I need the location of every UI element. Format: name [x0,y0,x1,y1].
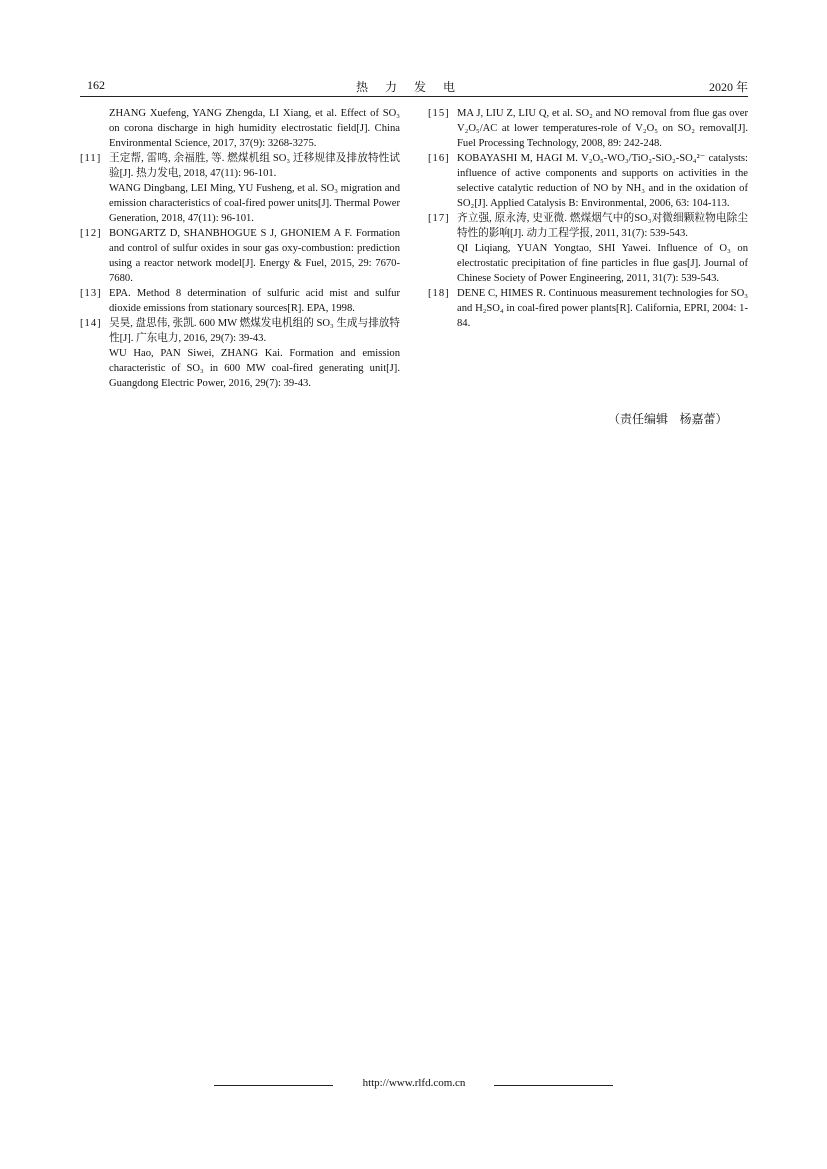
reference-entry [80,316,400,391]
editor-note: （责任编辑 杨嘉蕾） [608,412,728,426]
reference-entry [80,106,400,151]
reference-text: WU Hao, PAN Siwei, ZHANG Kai. Formation and emission characteristic of SO₃ in 600 MW coal-fired generating unit[J]. Guangdong Electric Power, 2016, 29(7): 39-43. [109,348,400,389]
reference-text: BONGARTZ D, SHANBHOGUE S J, GHONIEM A F. Formation and control of sulfur oxides in sour gas oxy-combustion: prediction using a reactor network model[J]. Energy & Fuel, 2015, 29: 7670-7680. [109,228,400,284]
reference-number: [17] [428,213,450,224]
reference-text: QI Liqiang, YUAN Yongtao, SHI Yawei. Influence of O₃ on electrostatic precipitation of fine particles in flue gas[J]. Journal of Chinese Society of Power Engineering, 2011, 31(7): 539-543. [457,243,748,284]
reference-column-left [80,106,400,391]
reference-text: 王定帮, 雷鸣, 余福胜, 等. 燃煤机组 SO₃ 迁移规律及排放特性试验[J]. 热力发电, 2018, 47(11): 96-101. [109,153,400,179]
page-header [80,78,748,94]
reference-text: MA J, LIU Z, LIU Q, et al. SO₂ and NO removal from flue gas over V₂O₅/AC at lower temperatures-role of V₂O₅ on SO₂ removal[J]. Fuel Processing Technology, 2008, 89: 242-248. [457,108,748,149]
reference-number: [14] [80,318,102,329]
footer-rule-left [214,1085,333,1086]
issue-year: 2020 年 [708,80,748,94]
reference-column-right [428,106,748,331]
reference-entry [428,286,748,331]
reference-entry [428,211,748,286]
reference-number: [12] [80,228,102,239]
reference-text: EPA. Method 8 determination of sulfuric acid mist and sulfur dioxide emissions from stationary sources[R]. EPA, 1998. [109,288,400,314]
footer-rule-right [494,1085,613,1086]
reference-number: [16] [428,153,450,164]
reference-text: WANG Dingbang, LEI Ming, YU Fusheng, et al. SO₃ migration and emission characteristics of coal-fired power units[J]. Thermal Power Generation, 2018, 47(11): 96-101. [109,183,400,224]
page-number: 162 [87,78,105,92]
reference-entry [80,151,400,226]
reference-text: KOBAYASHI M, HAGI M. V₂O₅-WO₃/TiO₂-SiO₂-SO₄²⁻ catalysts: influence of active components and supports on activities in the selective catalytic reduction of NO by NH₃ and in the oxidation of SO₂[J]. Applied Catalysis B: Environmental, 2006, 63: 104-113. [457,153,748,209]
reference-entry [80,226,400,286]
page-footer [0,1075,827,1095]
reference-text: ZHANG Xuefeng, YANG Zhengda, LI Xiang, et al. Effect of SO₃ on corona discharge in high humidity electrostatic field[J]. China Environmental Science, 2017, 37(9): 3268-3275. [109,108,400,149]
reference-entry [428,106,748,151]
reference-number: [15] [428,108,450,119]
reference-number: [13] [80,288,102,299]
reference-number: [11] [80,153,102,164]
footer-url-link[interactable]: http://www.rlfd.com.cn [362,1077,466,1089]
reference-entry [80,286,400,316]
reference-entry [428,151,748,211]
reference-number: [18] [428,288,450,299]
reference-text: DENE C, HIMES R. Continuous measurement technologies for SO₃ and H₂SO₄ in coal-fired power plants[R]. California, EPRI, 2004: 1-84. [457,288,748,329]
header-rule [80,96,748,97]
reference-text: 齐立强, 原永涛, 史亚微. 燃煤烟气中的SO₃对微细颗粒物电除尘特性的影响[J]. 动力工程学报, 2011, 31(7): 539-543. [457,213,748,239]
reference-text: 吴昊, 盘思伟, 张凯. 600 MW 燃煤发电机组的 SO₃ 生成与排放特性[J]. 广东电力, 2016, 29(7): 39-43. [109,318,400,344]
journal-title: 热力发电 [355,80,472,94]
